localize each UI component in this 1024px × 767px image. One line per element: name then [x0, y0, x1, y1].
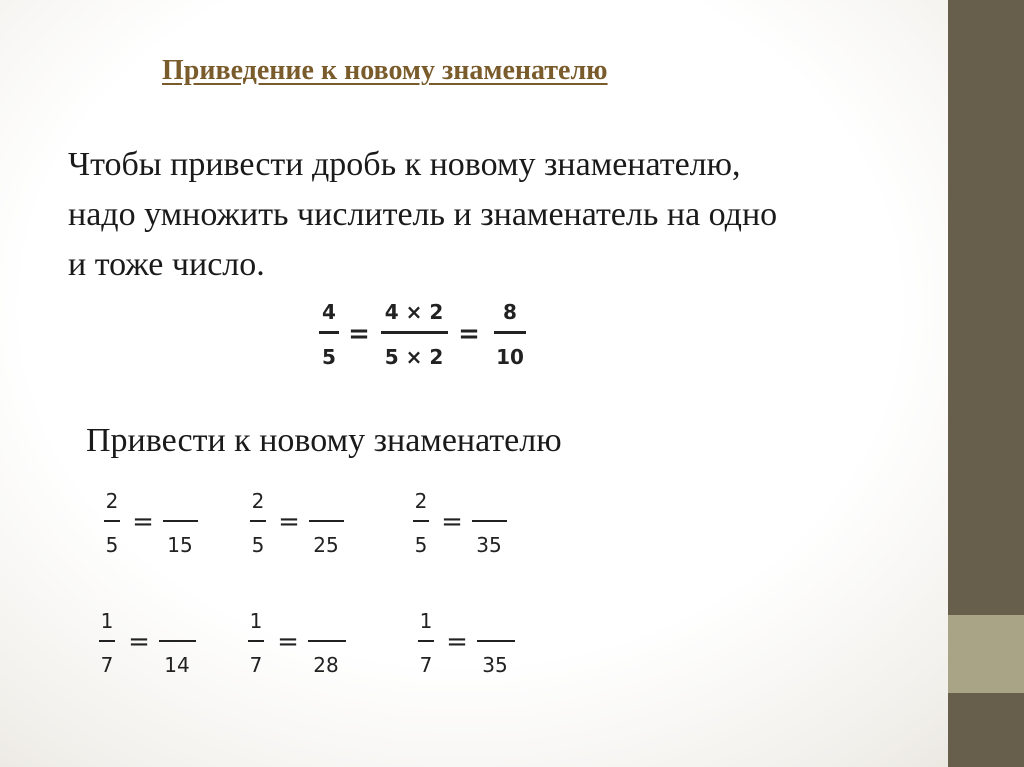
exercise-equals: =	[128, 627, 150, 657]
example-formula	[319, 300, 526, 369]
exercise-target-denominator: 28	[313, 653, 339, 677]
exercise-denominator: 5	[414, 533, 428, 557]
example-b-fraction-bar	[381, 331, 448, 334]
exercise-fraction-bar	[413, 520, 429, 522]
exercise-numerator: 2	[105, 489, 119, 513]
exercise-answer-bar	[309, 520, 344, 522]
example-b-denominator: 5 × 2	[384, 345, 444, 369]
rule-line-2: надо умножить числитель и знаменатель на одно	[68, 196, 778, 233]
example-c-denominator: 10	[496, 345, 524, 369]
exercise-1-2	[250, 489, 344, 557]
exercise-fraction-bar	[418, 640, 434, 642]
exercise-fraction-bar	[248, 640, 264, 642]
exercise-answer-bar	[159, 640, 196, 642]
exercise-equals: =	[277, 627, 299, 657]
exercise-numerator: 2	[251, 489, 265, 513]
example-equals-2: =	[458, 319, 480, 349]
exercise-denominator: 7	[249, 653, 263, 677]
exercise-2-2	[248, 609, 346, 677]
exercise-denominator: 7	[419, 653, 433, 677]
exercise-row-2	[99, 609, 515, 677]
exercise-answer-bar	[477, 640, 515, 642]
example-b-numerator: 4 × 2	[384, 300, 444, 324]
exercise-1-3	[413, 489, 507, 557]
example-c-fraction-bar	[494, 331, 526, 334]
example-a-denominator: 5	[322, 345, 336, 369]
exercise-fraction-bar	[250, 520, 266, 522]
exercise-equals: =	[278, 507, 300, 537]
exercise-target-denominator: 15	[167, 533, 193, 557]
exercise-1-1	[104, 489, 198, 557]
exercise-denominator: 7	[100, 653, 114, 677]
exercise-2-3	[418, 609, 515, 677]
exercise-numerator: 1	[419, 609, 433, 633]
example-a-numerator: 4	[322, 300, 336, 324]
exercise-row-1	[104, 489, 507, 557]
exercise-2-1	[99, 609, 196, 677]
exercise-target-denominator: 14	[164, 653, 190, 677]
example-a-fraction-bar	[319, 331, 339, 334]
exercise-equals: =	[446, 627, 468, 657]
exercise-target-denominator: 25	[313, 533, 339, 557]
exercise-answer-bar	[163, 520, 198, 522]
slide-title: Приведение к новому знаменателю	[162, 55, 608, 86]
exercise-equals: =	[132, 507, 154, 537]
exercise-numerator: 1	[249, 609, 263, 633]
exercise-answer-bar	[472, 520, 507, 522]
exercise-target-denominator: 35	[482, 653, 508, 677]
exercise-numerator: 1	[100, 609, 114, 633]
exercise-denominator: 5	[105, 533, 119, 557]
rule-line-1: Чтобы привести дробь к новому знаменателю,	[68, 146, 741, 183]
exercise-target-denominator: 35	[476, 533, 502, 557]
example-equals-1: =	[348, 319, 370, 349]
exercise-denominator: 5	[251, 533, 265, 557]
example-c-numerator: 8	[503, 300, 517, 324]
rule-line-3: и тоже число.	[68, 246, 265, 283]
exercise-heading: Привести к новому знаменателю	[86, 422, 562, 459]
exercise-equals: =	[441, 507, 463, 537]
exercise-numerator: 2	[414, 489, 428, 513]
exercise-answer-bar	[308, 640, 346, 642]
exercise-fraction-bar	[104, 520, 120, 522]
exercise-fraction-bar	[99, 640, 115, 642]
